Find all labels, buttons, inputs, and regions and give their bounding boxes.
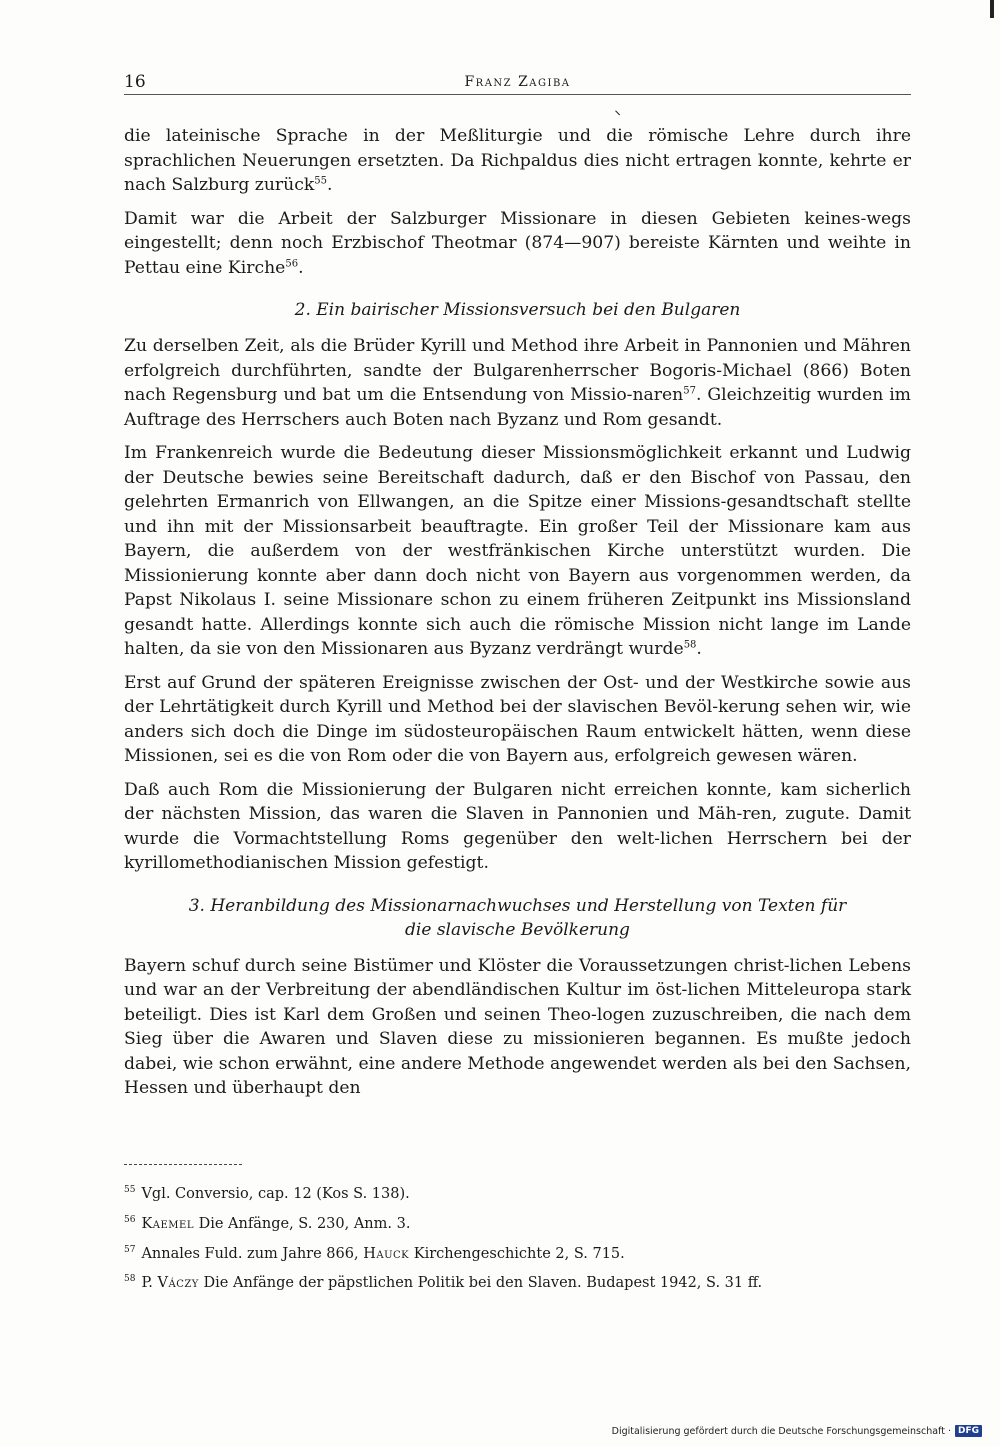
page-header (124, 70, 911, 95)
paragraph: Erst auf Grund der späteren Ereignisse zwischen der Ost- und der Westkirche sowie aus der Lehrtätigkeit durch Kyrill und Method bei der slavischen Bevöl-kerung sehen wir, wie anders sich doch die Dinge im südosteuropäischen Raum entwickelt hätten, wenn diese Missionen, sei es die von Rom oder die von Bayern aus, erfolgreich gewesen wären. (124, 672, 911, 766)
running-head: Franz Zagiba (464, 74, 571, 90)
footnote: $^{55}$ Vgl. Conversio, cap. 12 (Kos S. 138). (124, 1185, 410, 1202)
funding-text: Digitalisierung gefördert durch die Deutsche Forschungsgemeinschaft · (611, 1425, 951, 1437)
paragraph: Im Frankenreich wurde die Bedeutung dieser Missionsmöglichkeit erkannt und Ludwig der Deutsche bewies seine Bereitschaft dadurch, daß er den Bischof von Passau, den gelehrten Ermanrich von Ellwangen, an die Spitze einer Missions-gesandtschaft stellte und ihn mit der Missionsarbeit beauftragte. Ein großer Teil der Missionare kam aus Bayern, die außerdem von der westfränkischen Kirche unterstützt wurden. Die Missionierung konnte aber dann doch nicht von Bayern aus vorgenommen werden, da Papst Nikolaus I. seine Missionare schon zu einem früheren Zeitpunkt ins Missionsland gesandt hatte. Allerdings konnte sich auch die römische Mission nicht lange im Lande halten, da sie von den Missionaren aus Byzanz verdrängt wurde$^{58}$. (124, 443, 911, 659)
paragraph: die lateinische Sprache in der Meßliturgie und die römische Lehre durch ihre sprachlichen Neuerungen ersetzten. Da Richpaldus dies nicht ertragen konnte, kehrte er nach Salzburg zurück$^{55}$. (124, 126, 911, 195)
footnote: $^{57}$ Annales Fuld. zum Jahre 866, Hauck Kirchengeschichte 2, S. 715. (124, 1244, 625, 1262)
funding-note (612, 1425, 982, 1437)
section-heading: 3. Heranbildung des Missionarnachwuchses und Herstellung von Texten für die slavische Bevölkerung (188, 895, 847, 940)
footnote: $^{58}$ P. Váczy Die Anfänge der päpstlichen Politik bei den Slaven. Budapest 1942, S. 31 ff. (124, 1274, 763, 1292)
paragraph: Damit war die Arbeit der Salzburger Missionare in diesen Gebieten keines-wegs eingestellt; denn noch Erzbischof Theotmar (874—907) bereiste Kärnten und weihte in Pettau eine Kirche$^{56}$. (124, 208, 911, 278)
footnote-divider (124, 1164, 242, 1165)
body-text (124, 124, 911, 1110)
footnote-ref[interactable]: 57 (683, 385, 696, 397)
footnote-ref[interactable]: 55 (314, 175, 327, 187)
scan-edge-mark (990, 0, 994, 18)
footnotes (124, 1164, 911, 1296)
dfg-logo-icon: DFG (955, 1425, 982, 1437)
page-number: 16 (124, 72, 146, 92)
paragraph: Daß auch Rom die Missionierung der Bulgaren nicht erreichen konnte, kam sicherlich der nächsten Mission, das waren die Slaven in Pannonien und Mäh-ren, zugute. Damit wurde die Vormachtstellung Roms gegenüber den welt-lichen Herrschern bei der kyrillomethodianischen Mission gefestigt. (124, 779, 911, 873)
section-heading: 2. Ein bairischer Missionsversuch bei den Bulgaren (294, 300, 741, 320)
footnote: $^{56}$ Kaemel Die Anfänge, S. 230, Anm. 3. (124, 1214, 411, 1232)
scan-tick-mark (611, 110, 620, 119)
paragraph: Zu derselben Zeit, als die Brüder Kyrill und Method ihre Arbeit in Pannonien und Mähren erfolgreich durchführten, sandte der Bulgarenherrscher Bogoris-Michael (866) Boten nach Regensburg und bat um die Entsendung von Missio-naren$^{57}$. Gleichzeitig wurden im Auftrage des Herrschers auch Boten nach Byzanz und Rom gesandt. (124, 336, 911, 430)
footnote-ref[interactable]: 56 (285, 257, 299, 269)
paragraph: Bayern schuf durch seine Bistümer und Klöster die Voraussetzungen christ-lichen Lebens und war an der Verbreitung der abendländischen Kultur im öst-lichen Mitteleuropa stark beteiligt. Dies ist Karl dem Großen und seinen Theo-logen zuzuschreiben, die nach dem Sieg über die Awaren und Slaven diese zu missionieren begannen. Es mußte jedoch dabei, wie schon erwähnt, eine andere Methode angewendet werden als bei den Sachsen, Hessen und überhaupt den (124, 955, 911, 1098)
footnote-ref[interactable]: 58 (683, 639, 697, 651)
